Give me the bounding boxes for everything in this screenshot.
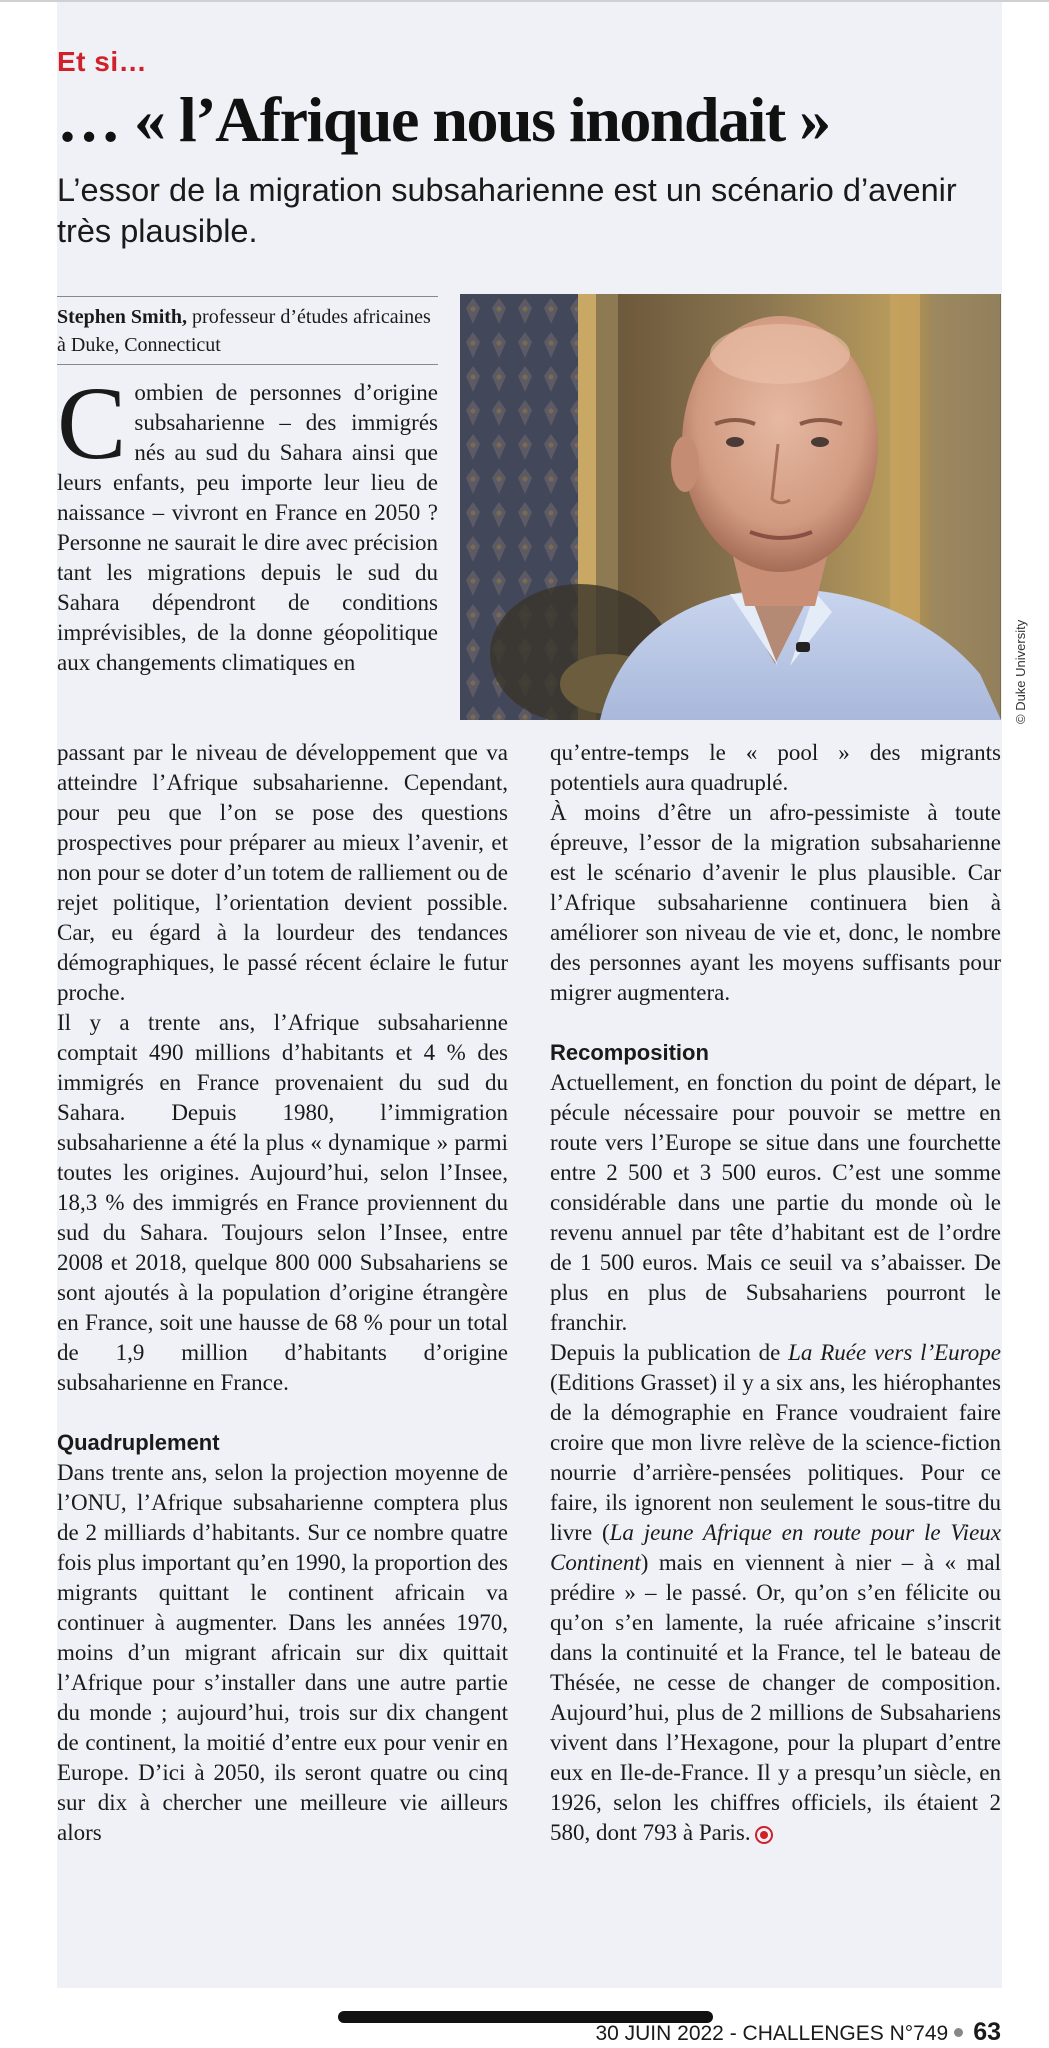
body-paragraph-4: qu’entre-temps le « pool » des migrants potentiels aura quadruplé. bbox=[550, 740, 1001, 795]
photo-credit: © Duke University bbox=[1013, 619, 1028, 724]
body-paragraph-1: ombien de personnes d’origine subsaharienne – des immigrés nés au sud du Sahara ainsi que leurs enfants, peu importe leur lieu de naissance – vivront en France en 2050 ? Personne ne saurait le dire avec précision tant les migrations depuis le sud du Sahara dépendront de conditions imprévisibles, de la donne géopolitique aux changements climatiques en bbox=[57, 380, 438, 675]
body-paragraph-5: À moins d’être un afro-pessimiste à toute épreuve, l’essor de la migration subsaharienne est le scénario d’avenir le plus plausible. Car l’Afrique subsaharienne continuera bien à améliorer son niveau de vie et, donc, le nombre des personnes ayant les moyens suffisants pour migrer augmentera. bbox=[550, 800, 1001, 1005]
paragraph-7-part-b: (Editions Grasset) il y a six ans, les hiérophantes de la démographie en France voudraient faire croire que mon livre relève de la science-fiction nourrie d’arrière-pensées politiques. Pour ce faire, ils ignorent non seulement le sous-titre du livre ( bbox=[550, 1370, 1001, 1545]
separator-dot-icon bbox=[954, 2028, 963, 2037]
body-column-1-top bbox=[57, 366, 438, 678]
byline bbox=[57, 296, 438, 365]
page-footer bbox=[595, 2018, 1001, 2047]
body-paragraph-3: Dans trente ans, selon la projection moyenne de l’ONU, l’Afrique subsaharienne comptera plus de 2 milliards d’habitants. Sur ce nombre quatre fois plus important qu’en 1990, la proportion des migrants quittant le continent africain va continuer à augmenter. Dans les années 1970, moins d’un migrant africain sur dix quittait l’Afrique pour s’installer dans une autre partie du monde ; aujourd’hui, trois sur dix changent de continent, la moitié d’entre eux pour venir en Europe. D’ici à 2050, ils seront quatre ou cinq sur dix à chercher une meilleure vie ailleurs alors bbox=[57, 1460, 508, 1845]
author-photo bbox=[460, 294, 1001, 720]
paragraph-7-part-a: Depuis la publication de bbox=[550, 1340, 789, 1365]
drop-cap: C bbox=[57, 366, 127, 481]
book-subtitle: La jeune Afrique en route pour le Vieux Continent bbox=[550, 1520, 1001, 1575]
subheading-recomposition: Recomposition bbox=[550, 1040, 709, 1065]
book-title: La Ruée vers l’Europe bbox=[788, 1340, 1001, 1365]
issue-info: 30 JUIN 2022 - CHALLENGES N°749 bbox=[595, 2022, 949, 2045]
kicker: Et si… bbox=[57, 46, 148, 77]
body-paragraph-7 bbox=[550, 1338, 1001, 1848]
body-column-1 bbox=[57, 738, 508, 1848]
page-number: 63 bbox=[973, 2018, 1001, 2046]
deck: L’essor de la migration subsaharienne est un scénario d’avenir très plausible. bbox=[57, 172, 957, 249]
body-paragraph-2: Il y a trente ans, l’Afrique subsaharienne comptait 490 millions d’habitants et 4 % des immigrés en France provenaient du sud du Sahara. Depuis 1980, l’immigration subsaharienne a été la plus « dynamique » parmi toutes les origines. Aujourd’hui, selon l’Insee, 18,3 % des immigrés en France proviennent du sud du Sahara. Toujours selon l’Insee, entre 2008 et 2018, quelque 800 000 Subsahariens se sont ajoutés à la population d’origine étrangère en France, soit une hausse de 68 % pour un total de 1,9 million d’habitants d’origine subsaharienne en France. bbox=[57, 1010, 508, 1395]
subheading-quadruplement: Quadruplement bbox=[57, 1430, 220, 1455]
headline: … « l’Afrique nous inondait » bbox=[57, 84, 830, 155]
author-role: professeur d’études africaines à Duke, Connecticut bbox=[57, 306, 431, 356]
author-name: Stephen Smith, bbox=[57, 306, 188, 328]
body-column-2 bbox=[550, 738, 1001, 1848]
end-mark-icon bbox=[755, 1826, 773, 1844]
body-paragraph-6: Actuellement, en fonction du point de départ, le pécule nécessaire pour pouvoir se mettre en route vers l’Europe se situe dans une fourchette entre 2 500 et 3 500 euros. C’est une somme considérable dans une partie du monde où le revenu annuel par tête d’habitant est de l’ordre de 1 500 euros. Mais ce seuil va s’abaisser. De plus en plus de Subsahariens pourront le franchir. bbox=[550, 1070, 1001, 1335]
paragraph-7-part-c: ) mais en viennent à nier – à « mal prédire » – le passé. Or, qu’on s’en félicite ou qu’on s’en lamente, la ruée africaine s’inscrit dans la continuité et la France, tel le bateau de Thésée, ne cesse de changer de composition. Aujourd’hui, plus de 2 millions de Subsahariens vivent dans l’Hexagone, pour la plupart d’entre eux en Ile-de-France. Il y a presqu’un siècle, en 1926, selon les chiffres officiels, ils étaient 2 580, dont 793 à Paris. bbox=[550, 1550, 1001, 1845]
body-paragraph-1-cont: passant par le niveau de développement que va atteindre l’Afrique subsaharienne. Cependant, pour peu que l’on se pose des questions prospectives pour préparer au mieux l’avenir, et non pour se doter d’un totem de ralliement ou de rejet politique, l’orientation devient possible. Car, eu égard à la lourdeur des tendances démographiques, le passé récent éclaire le futur proche. bbox=[57, 740, 508, 1005]
